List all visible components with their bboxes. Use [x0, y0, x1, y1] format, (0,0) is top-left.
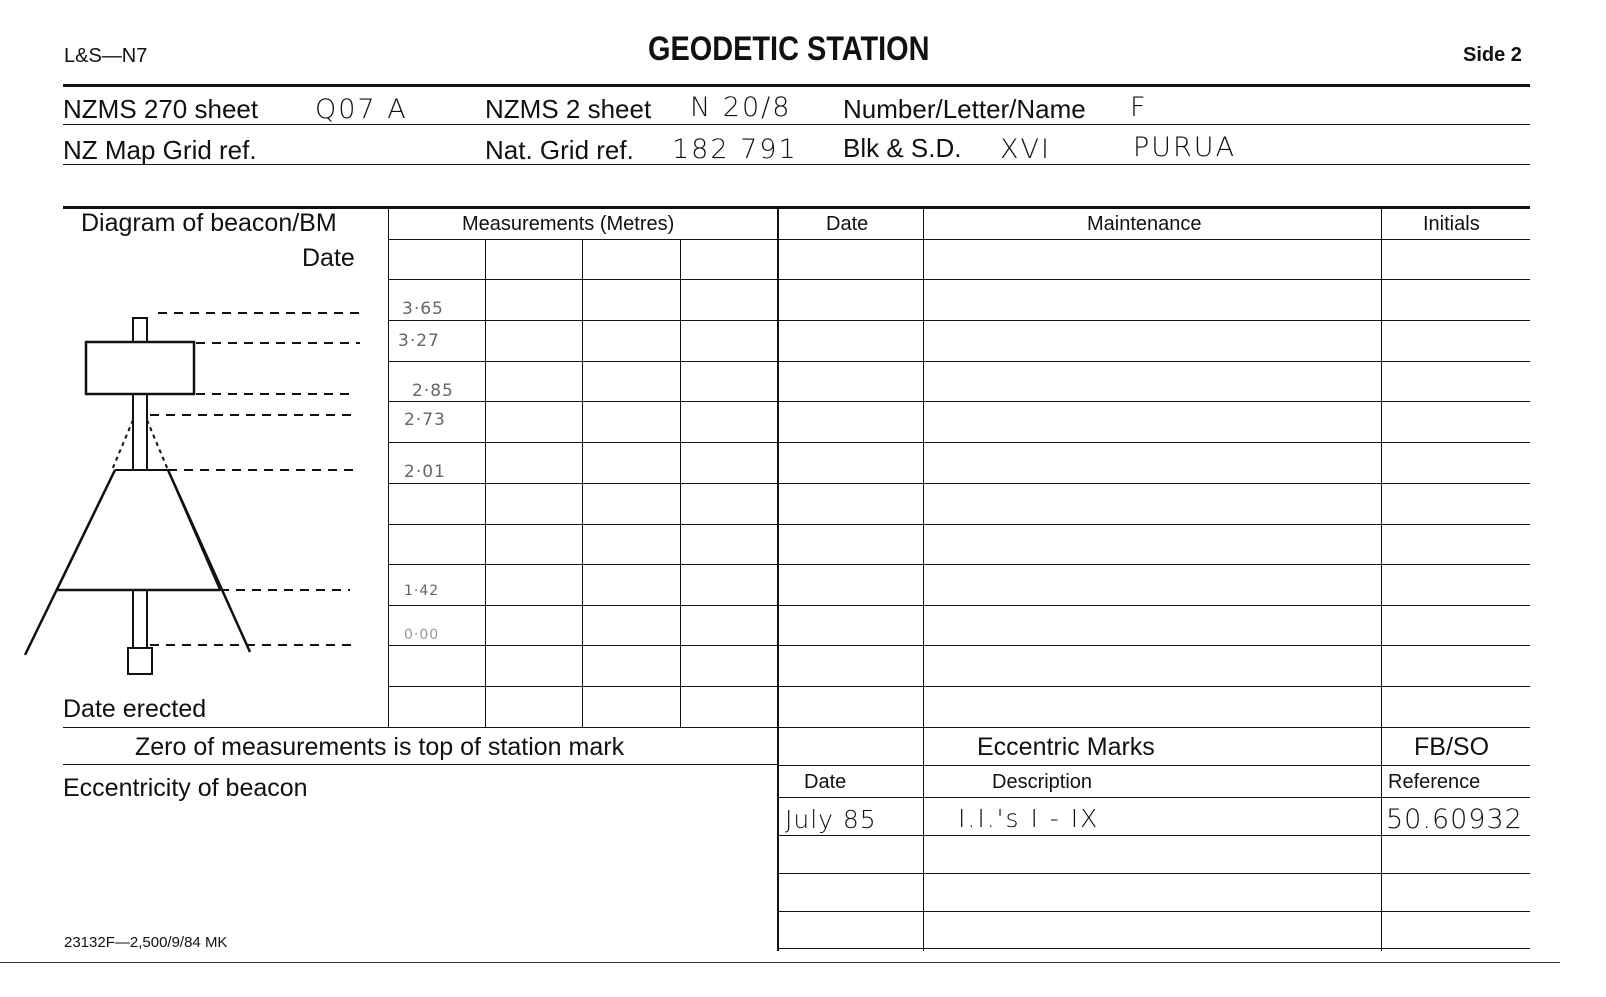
- zero-note: Zero of measurements is top of station mark: [135, 733, 625, 761]
- beacon-diagram: [0, 0, 390, 700]
- ecc-row-rule: [777, 835, 1530, 836]
- blk-value: XVI: [1000, 134, 1051, 165]
- form-code: L&S—N7: [64, 45, 148, 67]
- ecc-row-rule: [777, 911, 1530, 912]
- diagram-title: Diagram of beacon/BM: [81, 209, 337, 237]
- ecc-date-header: Date: [804, 771, 847, 793]
- measurement-value: 2·01: [404, 462, 446, 482]
- eccentric-title-rule: [777, 765, 1530, 766]
- meas-right-border: [777, 206, 779, 951]
- nzms270-value: Q07 A: [315, 94, 408, 125]
- ecc-header-rule: [777, 797, 1530, 798]
- number-value: F: [1130, 92, 1148, 123]
- maint-initials-divider: [1381, 206, 1382, 951]
- ecc-reference-header: Reference: [1388, 771, 1481, 793]
- grid-rule: [388, 239, 1530, 240]
- maint-date-header: Date: [826, 213, 869, 235]
- grid-rule: [388, 320, 1530, 321]
- ecc-row-rule: [777, 873, 1530, 874]
- measurement-value: 3·27: [398, 331, 440, 351]
- maintenance-header: Maintenance: [1087, 213, 1202, 235]
- maint-date-divider: [923, 206, 924, 951]
- side-label: Side 2: [1463, 44, 1522, 66]
- eccentric-title: Eccentric Marks: [977, 733, 1155, 761]
- ecc-row-date: July 85: [785, 805, 877, 834]
- grid-label: NZ Map Grid ref.: [63, 135, 257, 165]
- grid-rule: [388, 524, 1530, 525]
- measurement-value: 3·65: [402, 299, 444, 319]
- measurements-header: Measurements (Metres): [462, 213, 675, 235]
- district-value: PURUA: [1133, 132, 1237, 163]
- form-title: GEODETIC STATION: [648, 30, 930, 68]
- date-erected-label: Date erected: [63, 695, 207, 723]
- diagram-date-label: Date: [302, 244, 355, 272]
- nzms2-value: N 20/8: [690, 92, 792, 123]
- grid-rule: [388, 361, 1530, 362]
- meas-left-border: [388, 206, 389, 727]
- beacon-station-mark: [128, 648, 152, 674]
- grid-rule: [388, 483, 1530, 484]
- grid-rule: [388, 645, 1530, 646]
- ecc-row-reference: 50.60932: [1386, 804, 1523, 835]
- beacon-vane: [86, 342, 194, 394]
- natgrid-value: 182 791: [672, 134, 798, 165]
- measurement-value: 2·85: [412, 381, 454, 401]
- measurement-value: 1·42: [404, 583, 440, 599]
- ecc-row-description: I.I.'s I - IX: [958, 804, 1100, 833]
- blk-label: Blk & S.D.: [843, 133, 962, 163]
- natgrid-label: Nat. Grid ref.: [485, 135, 634, 165]
- grid-rule: [388, 605, 1530, 606]
- measurement-value: 2·73: [404, 410, 446, 430]
- eccentricity-label: Eccentricity of beacon: [63, 774, 308, 802]
- ecc-description-header: Description: [992, 771, 1093, 793]
- fbso-label: FB/SO: [1414, 733, 1490, 761]
- number-label: Number/Letter/Name: [843, 94, 1086, 124]
- footer-code: 23132F—2,500/9/84 MK: [64, 934, 228, 951]
- measurement-value: 0·00: [404, 627, 440, 643]
- grid-rule: [388, 564, 1530, 565]
- zero-note-rule: [63, 764, 778, 765]
- nzms270-label: NZMS 270 sheet: [63, 94, 259, 124]
- ecc-bottom-rule: [777, 948, 1530, 949]
- beacon-top-pole: [133, 318, 147, 342]
- nzms2-label: NZMS 2 sheet: [485, 94, 652, 124]
- grid-rule: [388, 401, 1530, 402]
- grid-rule: [63, 727, 1530, 728]
- initials-header: Initials: [1423, 213, 1480, 235]
- card-bottom-edge: [0, 962, 1560, 963]
- grid-rule: [388, 279, 1530, 280]
- grid-rule: [388, 442, 1530, 443]
- grid-rule: [388, 686, 1530, 687]
